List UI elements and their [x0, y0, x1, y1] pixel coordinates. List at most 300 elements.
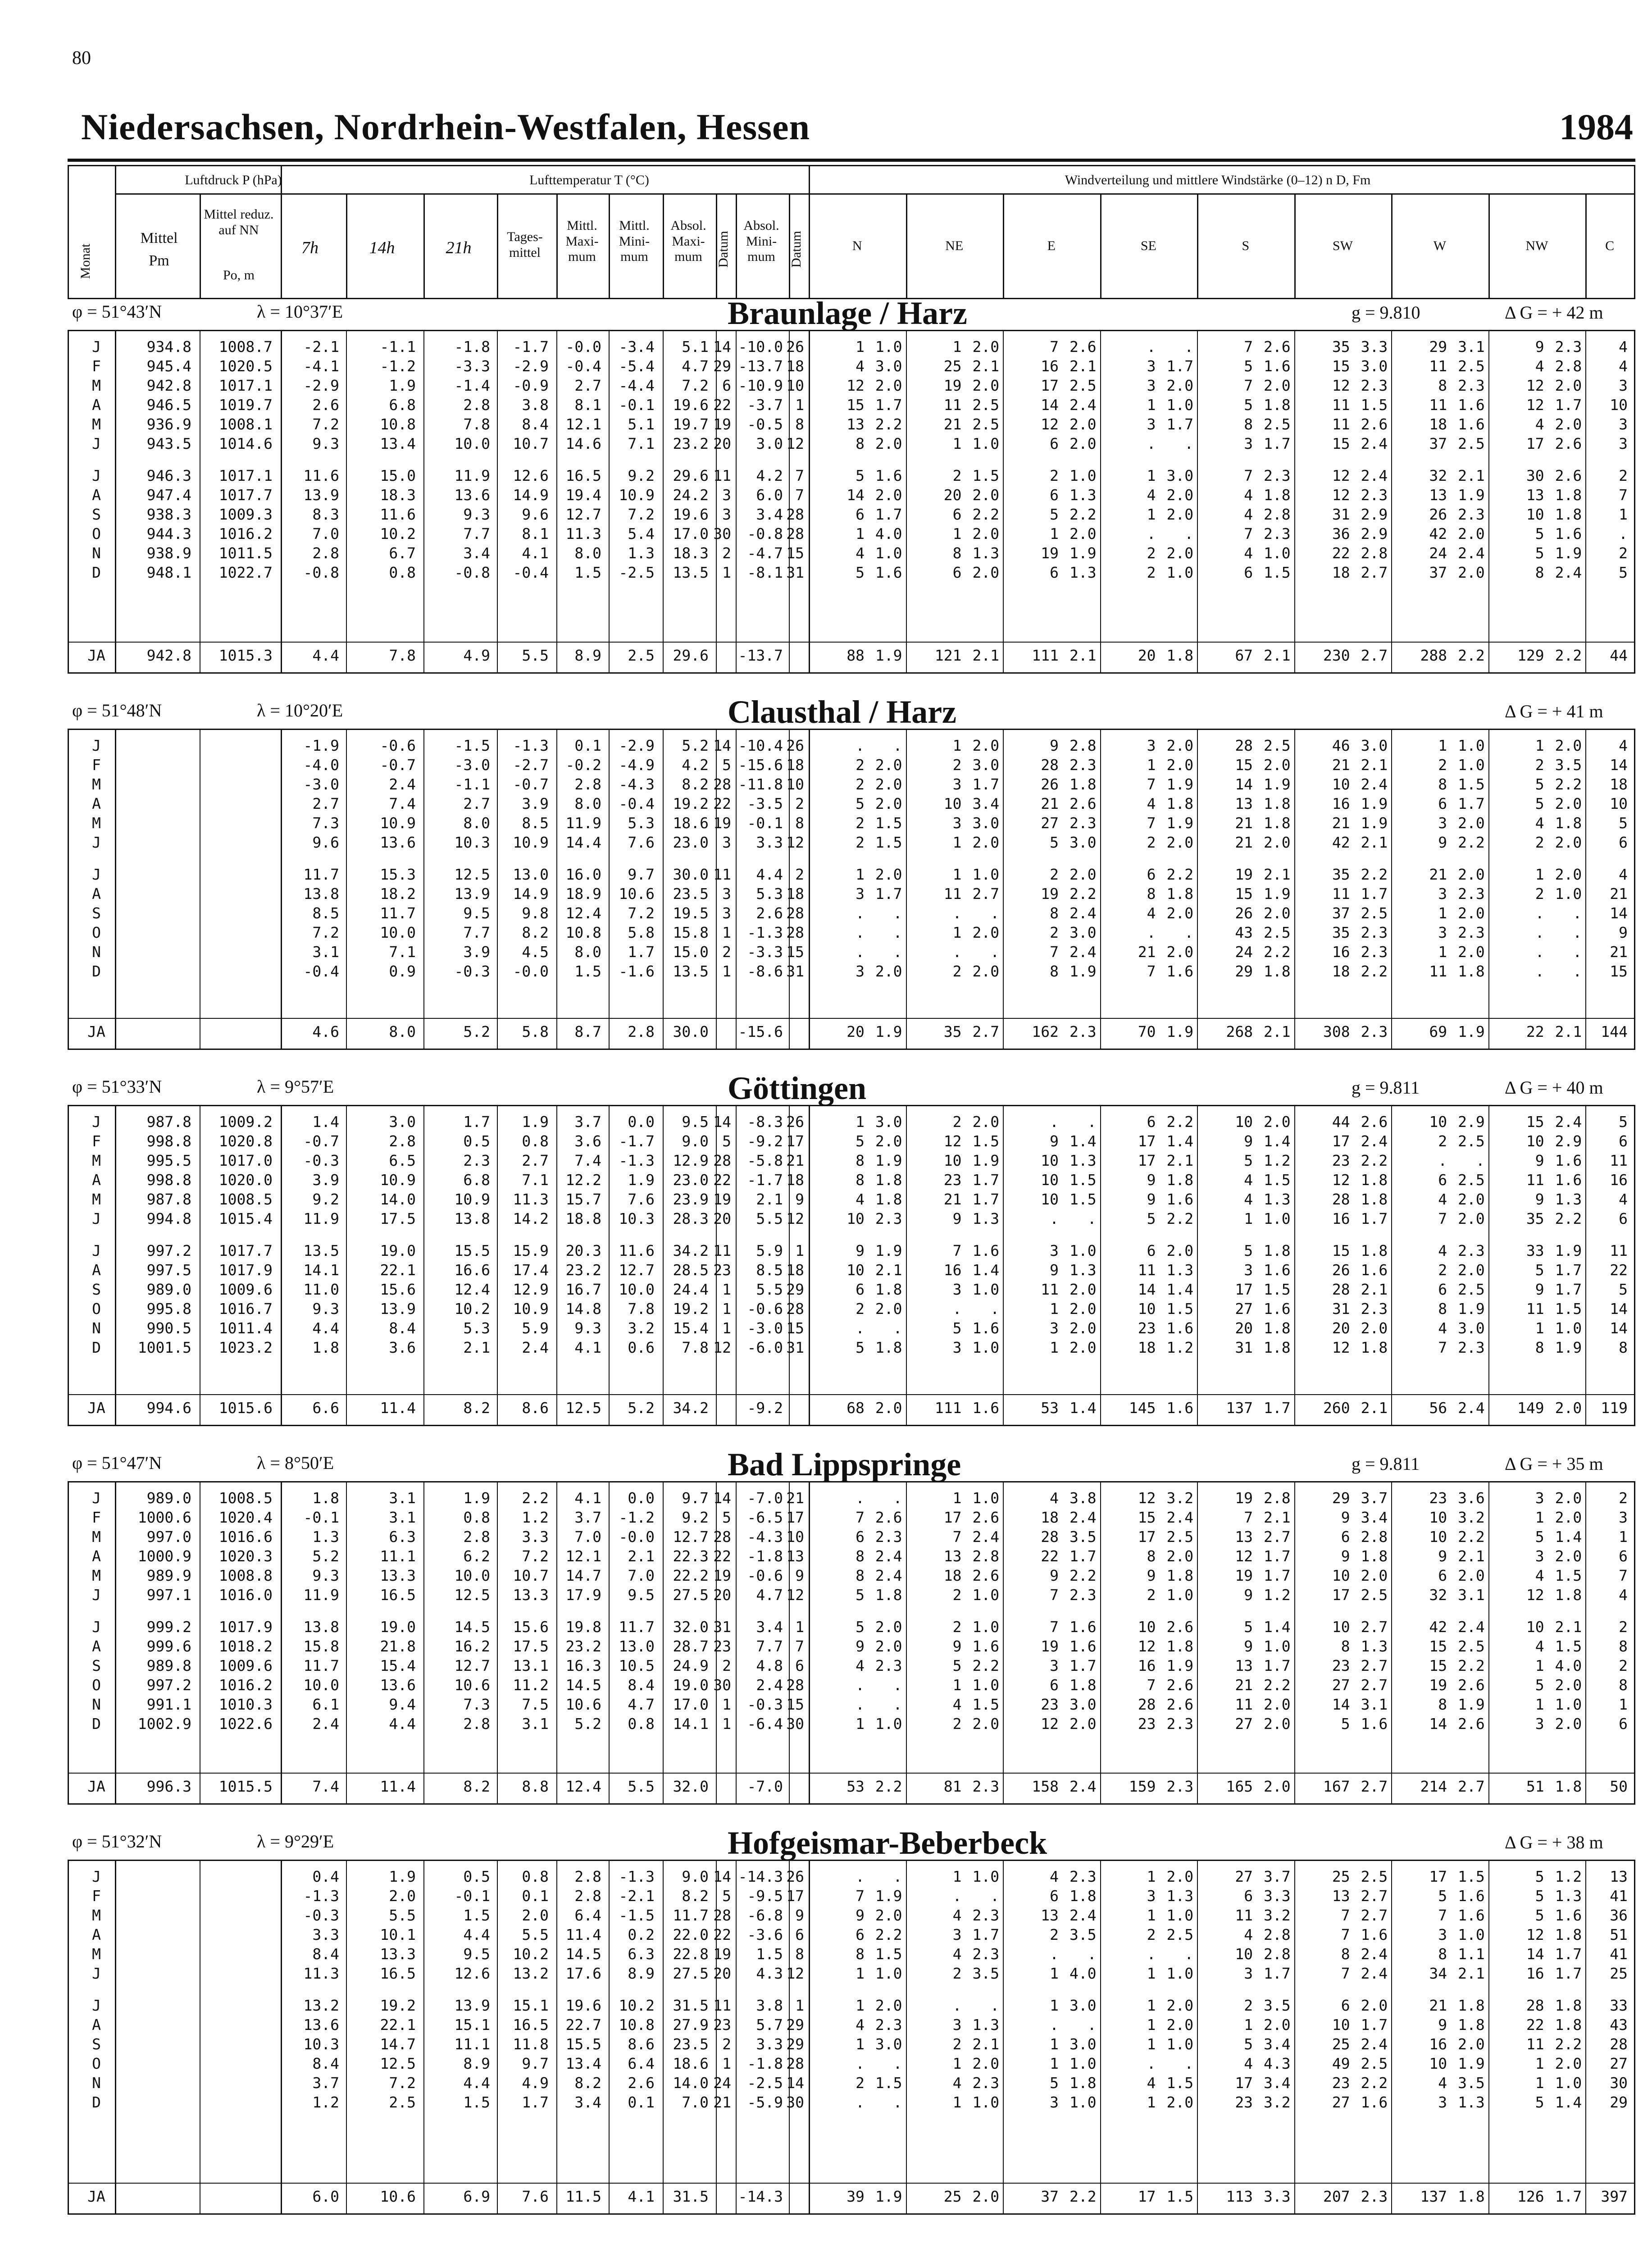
- table-cell: 1.7: [522, 2093, 549, 2111]
- table-cell: 5: [1244, 1242, 1253, 1259]
- table-cell: 1.4: [1166, 1281, 1194, 1298]
- table-cell: 9: [1050, 1567, 1059, 1584]
- table-cell: 13: [1235, 795, 1253, 812]
- table-cell: 5: [1535, 795, 1544, 812]
- table-cell: 3: [1050, 2093, 1059, 2111]
- table-cell: 17: [1429, 1868, 1447, 1885]
- table-cell: 3: [1619, 1509, 1628, 1526]
- table-cell: 15: [1526, 1113, 1544, 1131]
- table-cell: 1.4: [1264, 1132, 1291, 1150]
- table-cell: 1.9: [1458, 1300, 1485, 1318]
- table-cell: 6: [1050, 435, 1059, 452]
- table-cell: 1.5: [756, 1945, 783, 1963]
- table-cell: 11: [1332, 396, 1350, 414]
- table-cell: 21: [786, 1489, 804, 1507]
- annual-cell: 1.4: [1069, 1399, 1097, 1417]
- table-cell: 10.2: [619, 1997, 655, 2014]
- table-cell: 5.2: [682, 737, 709, 754]
- table-cell: .: [1147, 2055, 1156, 2072]
- table-cell: 1010.3: [218, 1696, 273, 1713]
- table-cell: 3.4: [756, 1618, 783, 1636]
- table-row: [69, 486, 1634, 505]
- table-row: [69, 2016, 1634, 2034]
- table-cell: 9.3: [574, 1319, 601, 1337]
- annual-cell: 2.7: [972, 1023, 1000, 1040]
- table-cell: 2: [1619, 1657, 1628, 1674]
- table-cell: 2.0: [1458, 943, 1485, 961]
- table-cell: 21: [1429, 866, 1447, 883]
- table-cell: 1.0: [875, 338, 902, 356]
- table-cell: 1.4: [1555, 1528, 1582, 1546]
- table-cell: 4.3: [1264, 2055, 1291, 2072]
- table-cell: 1: [1147, 1997, 1156, 2014]
- station-latitude: φ = 51°48′N: [72, 700, 162, 721]
- table-cell: .: [952, 943, 962, 961]
- table-cell: 1017.9: [218, 1261, 273, 1279]
- table-cell: .: [952, 1887, 962, 1905]
- table-cell: 19.0: [380, 1242, 416, 1259]
- table-cell: 997.0: [146, 1528, 191, 1546]
- table-cell: 2.8: [574, 1868, 601, 1885]
- table-cell: 5: [1619, 814, 1628, 832]
- table-cell: 2: [722, 2035, 731, 2053]
- annual-cell: 53: [1041, 1399, 1059, 1417]
- table-cell: 1.7: [875, 396, 902, 414]
- table-cell: 10: [1235, 1945, 1253, 1963]
- annual-cell: 2.7: [1458, 1778, 1485, 1795]
- table-cell: 1.9: [522, 1113, 549, 1131]
- table-cell: 20: [713, 435, 731, 452]
- table-cell: 9: [1050, 1261, 1059, 1279]
- table-cell: 1.7: [1264, 1547, 1291, 1565]
- table-cell: 10: [1332, 1567, 1350, 1584]
- table-cell: 16: [1429, 2035, 1447, 2053]
- header-datum: Datum: [716, 231, 731, 268]
- table-cell: 10: [1138, 1618, 1156, 1636]
- table-cell: 13.3: [380, 1945, 416, 1963]
- table-cell: 12: [1332, 1171, 1350, 1189]
- table-cell: 13: [1526, 486, 1544, 504]
- table-cell: 6: [1147, 1242, 1156, 1259]
- table-cell: -5.4: [619, 357, 655, 375]
- table-cell: 8: [1341, 1945, 1350, 1963]
- table-cell: 4.0: [1555, 1657, 1582, 1674]
- table-cell: 1.3: [972, 1210, 1000, 1227]
- table-cell: 1.3: [1264, 1190, 1291, 1208]
- annual-label: JA: [87, 1023, 105, 1040]
- table-cell: 30: [786, 2093, 804, 2111]
- table-cell: 11.3: [513, 1190, 549, 1208]
- table-cell: 13: [786, 1547, 804, 1565]
- table-cell: 15: [1429, 1637, 1447, 1655]
- table-cell: 14: [1526, 1945, 1544, 1963]
- annual-cell: 25: [943, 2188, 962, 2205]
- table-cell: 2.5: [1264, 924, 1291, 941]
- table-cell: 8.6: [628, 2035, 655, 2053]
- table-cell: 5: [722, 756, 731, 774]
- table-cell: 8: [1438, 377, 1447, 394]
- table-cell: 13.6: [303, 2016, 339, 2034]
- table-cell: 1.9: [1555, 1242, 1582, 1259]
- table-cell: 10: [846, 1210, 865, 1227]
- table-cell: 2.0: [875, 1637, 902, 1655]
- table-cell: 7.7: [463, 525, 490, 543]
- table-cell: 1.5: [1264, 1171, 1291, 1189]
- table-cell: 3: [952, 1281, 962, 1298]
- table-cell: 30: [1526, 467, 1544, 484]
- table-cell: 2.5: [1069, 377, 1097, 394]
- month-label: J: [92, 1586, 101, 1604]
- table-cell: 16.5: [380, 1586, 416, 1604]
- table-cell: 2.0: [1069, 1319, 1097, 1337]
- table-cell: 1.2: [1166, 1339, 1194, 1356]
- table-cell: 28.5: [673, 1261, 709, 1279]
- table-cell: 2.1: [1361, 756, 1388, 774]
- table-cell: 2.3: [875, 2016, 902, 2034]
- table-cell: 1.3: [1069, 1152, 1097, 1169]
- table-cell: 2.0: [1069, 525, 1097, 543]
- table-cell: 13.4: [565, 2055, 601, 2072]
- table-row: [69, 1676, 1634, 1695]
- table-cell: 2.0: [1166, 1868, 1194, 1885]
- month-label: A: [92, 1261, 101, 1279]
- annual-cell: 8.6: [522, 1399, 549, 1417]
- table-cell: 17.9: [565, 1586, 601, 1604]
- table-cell: 3.4: [972, 795, 1000, 812]
- table-cell: 2.4: [1361, 435, 1388, 452]
- table-cell: 3.0: [1069, 834, 1097, 851]
- table-cell: 1.5: [1458, 1868, 1485, 1885]
- table-cell: 2.3: [1458, 924, 1485, 941]
- table-cell: 2.1: [972, 2035, 1000, 2053]
- table-cell: 9.4: [389, 1696, 416, 1713]
- table-cell: 4.2: [682, 756, 709, 774]
- table-cell: 4.1: [574, 1339, 601, 1356]
- annual-cell: 111: [1032, 647, 1059, 664]
- table-cell: .: [1573, 943, 1582, 961]
- table-cell: 18.6: [673, 814, 709, 832]
- table-cell: 1.9: [1264, 775, 1291, 793]
- table-cell: 15: [1235, 756, 1253, 774]
- annual-cell: 942.8: [146, 647, 191, 664]
- table-cell: 3: [1438, 814, 1447, 832]
- table-cell: 9: [1535, 338, 1544, 356]
- table-cell: 9.5: [463, 1945, 490, 1963]
- table-cell: -8.3: [747, 1113, 783, 1131]
- table-row: [69, 1887, 1634, 1906]
- table-cell: -15.6: [738, 756, 783, 774]
- table-cell: .: [1573, 904, 1582, 922]
- table-cell: 26: [786, 338, 804, 356]
- header-dir-se: SE: [1140, 238, 1156, 253]
- table-cell: 1.0: [1069, 2093, 1097, 2111]
- table-cell: 4: [952, 1906, 962, 1924]
- table-cell: 4.4: [312, 1319, 339, 1337]
- table-cell: -4.3: [619, 775, 655, 793]
- table-cell: 1.8: [1264, 486, 1291, 504]
- table-cell: 3.0: [1069, 2035, 1097, 2053]
- table-cell: 997.2: [146, 1676, 191, 1694]
- table-cell: 1017.1: [218, 377, 273, 394]
- table-cell: 1.7: [1361, 885, 1388, 903]
- table-cell: 2.0: [1555, 1715, 1582, 1733]
- table-cell: 1.2: [312, 2093, 339, 2111]
- table-cell: 8: [856, 1547, 865, 1565]
- table-cell: 1: [1147, 2093, 1156, 2111]
- table-cell: 997.2: [146, 1242, 191, 1259]
- table-cell: 1.8: [875, 1281, 902, 1298]
- table-cell: 26: [1041, 775, 1059, 793]
- table-cell: 5: [1535, 1261, 1544, 1279]
- table-cell: 2.9: [1458, 1113, 1485, 1131]
- table-cell: 2: [952, 1113, 962, 1131]
- table-cell: 21: [1235, 814, 1253, 832]
- table-cell: 21: [1041, 795, 1059, 812]
- table-cell: 2.2: [522, 1489, 549, 1507]
- table-cell: 7: [1244, 525, 1253, 543]
- table-cell: 2.5: [1458, 1637, 1485, 1655]
- table-cell: 21: [943, 1190, 962, 1208]
- table-cell: 25: [1332, 1868, 1350, 1885]
- table-cell: 2.4: [1458, 544, 1485, 562]
- table-cell: 1.5: [875, 814, 902, 832]
- table-cell: 14.8: [565, 1300, 601, 1318]
- annual-cell: 119: [1601, 1399, 1628, 1417]
- table-cell: 5: [1535, 1868, 1544, 1885]
- table-cell: 4.4: [463, 2074, 490, 2092]
- table-cell: 1.0: [1458, 737, 1485, 754]
- table-cell: 1.6: [1166, 1319, 1194, 1337]
- table-cell: 1.2: [522, 1509, 549, 1526]
- table-cell: -4.9: [619, 756, 655, 774]
- table-cell: 1: [1535, 866, 1544, 883]
- table-cell: 2.0: [1361, 1567, 1388, 1584]
- table-cell: 1.7: [875, 885, 902, 903]
- table-cell: 26: [1235, 904, 1253, 922]
- table-cell: 15: [1332, 1242, 1350, 1259]
- table-cell: 1.6: [1361, 1926, 1388, 1943]
- table-cell: 7.2: [522, 1547, 549, 1565]
- table-cell: 12.5: [454, 1586, 490, 1604]
- table-cell: 13: [1610, 1868, 1628, 1885]
- table-cell: 20: [1235, 1319, 1253, 1337]
- table-cell: 13.5: [673, 564, 709, 581]
- table-cell: 944.3: [146, 525, 191, 543]
- table-cell: 12.2: [565, 1171, 601, 1189]
- table-cell: 7.6: [628, 834, 655, 851]
- table-cell: 1.0: [1555, 2074, 1582, 2092]
- table-cell: .: [1050, 2016, 1059, 2034]
- table-cell: 2.4: [875, 1567, 902, 1584]
- table-cell: 46: [1332, 737, 1350, 754]
- table-row: [69, 1528, 1634, 1546]
- table-cell: 2.0: [1069, 435, 1097, 452]
- table-cell: 9.7: [682, 1489, 709, 1507]
- table-cell: 1: [795, 1997, 804, 2014]
- table-cell: 1.8: [1166, 885, 1194, 903]
- table-cell: 23.0: [673, 834, 709, 851]
- table-cell: 12.4: [454, 1281, 490, 1298]
- table-cell: 10: [1138, 1300, 1156, 1318]
- table-cell: 43: [1235, 924, 1253, 941]
- table-cell: 14.1: [673, 1715, 709, 1733]
- table-cell: 8.4: [389, 1319, 416, 1337]
- table-cell: 0.1: [628, 2093, 655, 2111]
- annual-cell: 1015.6: [218, 1399, 273, 1417]
- table-cell: -8.1: [747, 564, 783, 581]
- table-cell: 9: [856, 1906, 865, 1924]
- table-cell: -3.0: [747, 1319, 783, 1337]
- table-cell: 14.7: [565, 1567, 601, 1584]
- table-cell: 0.5: [463, 1132, 490, 1150]
- table-cell: 997.5: [146, 1261, 191, 1279]
- table-cell: 6: [1050, 1887, 1059, 1905]
- month-label: A: [92, 795, 101, 812]
- table-cell: .: [990, 1887, 1000, 1905]
- table-cell: 7: [1341, 1926, 1350, 1943]
- table-cell: 2.2: [1458, 1657, 1485, 1674]
- table-cell: 4: [1535, 1567, 1544, 1584]
- table-cell: 1020.3: [218, 1547, 273, 1565]
- table-cell: 2.0: [1166, 756, 1194, 774]
- annual-label: JA: [87, 1399, 105, 1417]
- table-cell: 13.3: [380, 1567, 416, 1584]
- table-cell: 13: [1332, 1887, 1350, 1905]
- header-14h: 14h: [369, 238, 395, 257]
- table-cell: 22.1: [380, 1261, 416, 1279]
- table-cell: -1.9: [303, 737, 339, 754]
- month-label: O: [92, 2055, 101, 2072]
- month-label: A: [92, 486, 101, 504]
- table-cell: 10.2: [380, 525, 416, 543]
- header-dir-c: C: [1605, 238, 1615, 253]
- table-cell: 5: [1050, 2074, 1059, 2092]
- table-cell: 23.0: [673, 1171, 709, 1189]
- table-cell: 2.3: [875, 1657, 902, 1674]
- table-cell: 7.6: [628, 1190, 655, 1208]
- station-latitude: φ = 51°47′N: [72, 1453, 162, 1473]
- table-row: [69, 466, 1634, 485]
- table-cell: 4: [1438, 2074, 1447, 2092]
- table-cell: 15.5: [454, 1242, 490, 1259]
- table-cell: 1.8: [875, 1171, 902, 1189]
- table-cell: 4: [1619, 1190, 1628, 1208]
- table-cell: 28: [1235, 737, 1253, 754]
- table-cell: 11.1: [380, 1547, 416, 1565]
- table-cell: 11.9: [303, 1210, 339, 1227]
- table-cell: 15.6: [513, 1618, 549, 1636]
- table-cell: .: [952, 904, 962, 922]
- table-cell: 1.3: [1458, 2093, 1485, 2111]
- table-cell: 2.0: [875, 1132, 902, 1150]
- table-cell: 1: [952, 1868, 962, 1885]
- table-cell: 10: [1610, 396, 1628, 414]
- table-cell: .: [1535, 924, 1544, 941]
- table-cell: 5.4: [628, 525, 655, 543]
- table-cell: .: [893, 2055, 902, 2072]
- table-cell: 8: [1619, 1339, 1628, 1356]
- table-cell: 1.6: [875, 564, 902, 581]
- month-label: J: [92, 1210, 101, 1227]
- table-cell: 2.2: [1458, 834, 1485, 851]
- table-cell: 1.0: [1166, 1965, 1194, 1982]
- month-label: D: [92, 962, 101, 980]
- table-cell: 15.9: [513, 1242, 549, 1259]
- table-cell: 27: [1235, 1715, 1253, 1733]
- station-name: Bad Lippspringe: [728, 1446, 961, 1482]
- table-cell: -1.3: [747, 924, 783, 941]
- table-cell: .: [1147, 435, 1156, 452]
- station-name: Clausthal / Harz: [728, 694, 957, 730]
- table-cell: 2.4: [1361, 1132, 1388, 1150]
- table-cell: 0.9: [389, 962, 416, 980]
- table-cell: 1.6: [1264, 1261, 1291, 1279]
- table-cell: 3.8: [1069, 1489, 1097, 1507]
- table-cell: 7: [1050, 338, 1059, 356]
- annual-cell: 308: [1323, 1023, 1350, 1040]
- header-po: Po, m: [223, 268, 255, 283]
- table-cell: 2: [856, 814, 865, 832]
- table-cell: 3.4: [1361, 1509, 1388, 1526]
- table-cell: 1023.2: [218, 1339, 273, 1356]
- table-cell: 3: [722, 885, 731, 903]
- table-cell: 2.0: [1264, 1715, 1291, 1733]
- table-cell: 2.0: [1555, 1509, 1582, 1526]
- table-cell: 12.1: [565, 415, 601, 433]
- table-cell: 11: [713, 1997, 731, 2014]
- table-cell: 3.5: [1069, 1528, 1097, 1546]
- table-cell: 5.8: [628, 924, 655, 941]
- table-cell: 2.3: [875, 1210, 902, 1227]
- table-cell: 1: [1147, 1868, 1156, 1885]
- table-cell: 1016.0: [218, 1586, 273, 1604]
- table-cell: -2.7: [513, 756, 549, 774]
- table-cell: 10: [943, 795, 962, 812]
- table-cell: 989.0: [146, 1281, 191, 1298]
- table-cell: 2.3: [1361, 486, 1388, 504]
- table-row: [69, 505, 1634, 524]
- table-cell: 1.8: [1264, 1339, 1291, 1356]
- table-cell: 2.3: [1555, 338, 1582, 356]
- table-cell: 1.5: [1555, 1637, 1582, 1655]
- table-cell: 1: [1438, 943, 1447, 961]
- table-cell: 1.8: [1166, 1637, 1194, 1655]
- annual-cell: 1.6: [1166, 1399, 1194, 1417]
- table-cell: 4.4: [756, 866, 783, 883]
- table-cell: 27: [1041, 814, 1059, 832]
- table-cell: 1.5: [972, 1696, 1000, 1713]
- table-cell: 8: [1619, 1676, 1628, 1694]
- table-cell: 2.7: [522, 1152, 549, 1169]
- table-cell: 49: [1332, 2055, 1350, 2072]
- table-cell: 1.9: [1166, 1657, 1194, 1674]
- table-cell: 18: [1332, 962, 1350, 980]
- table-cell: 4: [1438, 1319, 1447, 1337]
- annual-cell: 2.7: [1361, 647, 1388, 664]
- station-name: Braunlage / Harz: [728, 295, 967, 331]
- table-cell: 2.2: [1361, 1152, 1388, 1169]
- table-cell: 29: [786, 1281, 804, 1298]
- table-cell: 2.1: [1069, 357, 1097, 375]
- annual-cell: 2.1: [1361, 1399, 1388, 1417]
- table-cell: 18: [786, 756, 804, 774]
- table-cell: 1.7: [1264, 1657, 1291, 1674]
- table-row: [69, 1637, 1634, 1656]
- table-cell: 5.5: [522, 1926, 549, 1943]
- station-longitude: λ = 9°29′E: [257, 1831, 334, 1852]
- table-cell: 8.0: [574, 544, 601, 562]
- month-label: J: [92, 1242, 101, 1259]
